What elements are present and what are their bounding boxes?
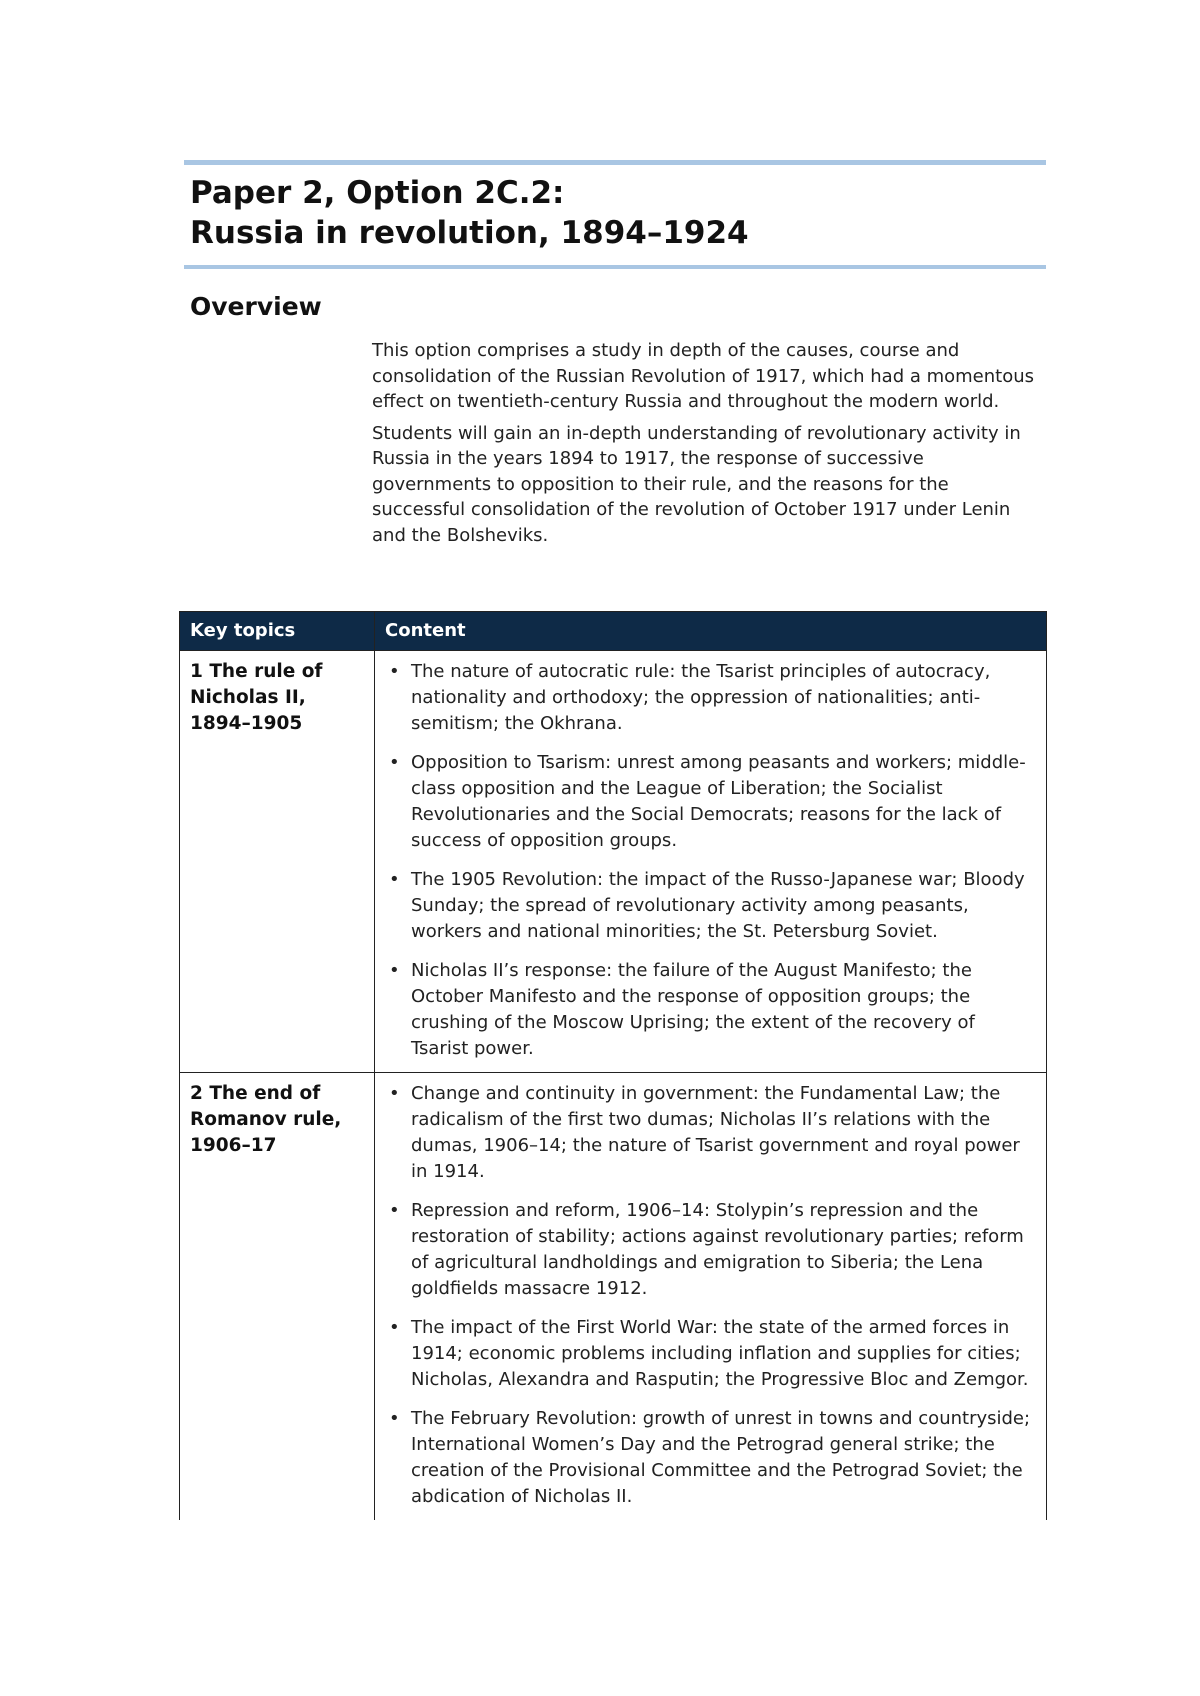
overview-paragraph-1: This option comprises a study in depth of the causes, course and consolidation of the Russian Revolution of 1917, which had a momentous effect on twentieth-century Russia and throughout the modern world. — [372, 340, 1035, 412]
title-block — [184, 160, 1046, 269]
table-row — [180, 651, 1047, 1073]
header-key-topics: Key topics — [180, 612, 375, 651]
overview-body — [372, 338, 1042, 554]
title-line-2: Russia in revolution, 1894–1924 — [190, 215, 749, 251]
list-item: • The February Revolution: growth of unrest in towns and countryside; International Women’s Day and the Petrograd general strike; the creation of the Provisional Committee and the Petrograd Soviet; the abdication of Nicholas II. — [385, 1406, 1036, 1510]
list-item: • Opposition to Tsarism: unrest among peasants and workers; middle-class opposition and the League of Liberation; the Socialist Revolutionaries and the Social Democrats; reasons for the lack of success of opposition groups. — [385, 750, 1036, 854]
topic-cell: 1 The rule of Nicholas II, 1894–1905 — [180, 651, 375, 1073]
list-item: • The impact of the First World War: the state of the armed forces in 1914; economic problems including inflation and supplies for cities; Nicholas, Alexandra and Rasputin; the Progressive Bloc and Zemgor. — [385, 1315, 1036, 1393]
table-row — [180, 1073, 1047, 1521]
header-content: Content — [375, 612, 1047, 651]
title-line-1: Paper 2, Option 2C.2: — [190, 175, 565, 211]
content-list — [385, 1081, 1036, 1510]
content-cell — [375, 651, 1047, 1073]
list-item: • The nature of autocratic rule: the Tsarist principles of autocracy, nationality and orthodoxy; the oppression of nationalities; anti-semitism; the Okhrana. — [385, 659, 1036, 737]
list-item: • Change and continuity in government: the Fundamental Law; the radicalism of the first two dumas; Nicholas II’s relations with the dumas, 1906–14; the nature of Tsarist government and royal power in 1914. — [385, 1081, 1036, 1185]
overview-heading: Overview — [190, 292, 322, 321]
list-item: • Repression and reform, 1906–14: Stolypin’s repression and the restoration of stability; actions against revolutionary parties; reform of agricultural landholdings and emigration to Siberia; the Lena goldfields massacre 1912. — [385, 1198, 1036, 1302]
list-item: • Nicholas II’s response: the failure of the August Manifesto; the October Manifesto and the response of opposition groups; the crushing of the Moscow Uprising; the extent of the recovery of Tsarist power. — [385, 958, 1036, 1062]
table-header-row — [180, 612, 1047, 651]
content-cell — [375, 1073, 1047, 1521]
key-topics-table — [179, 611, 1047, 1520]
topic-cell: 2 The end of Romanov rule, 1906–17 — [180, 1073, 375, 1521]
content-list — [385, 659, 1036, 1062]
overview-paragraph-2: Students will gain an in-depth understanding of revolutionary activity in Russia in the years 1894 to 1917, the response of successive governments to opposition to their rule, and the reasons for the successful consolidation of the revolution of October 1917 under Lenin and the Bolsheviks. — [372, 422, 1021, 546]
list-item: • The 1905 Revolution: the impact of the Russo-Japanese war; Bloody Sunday; the spread of revolutionary activity among peasants, workers and national minorities; the St. Petersburg Soviet. — [385, 867, 1036, 945]
